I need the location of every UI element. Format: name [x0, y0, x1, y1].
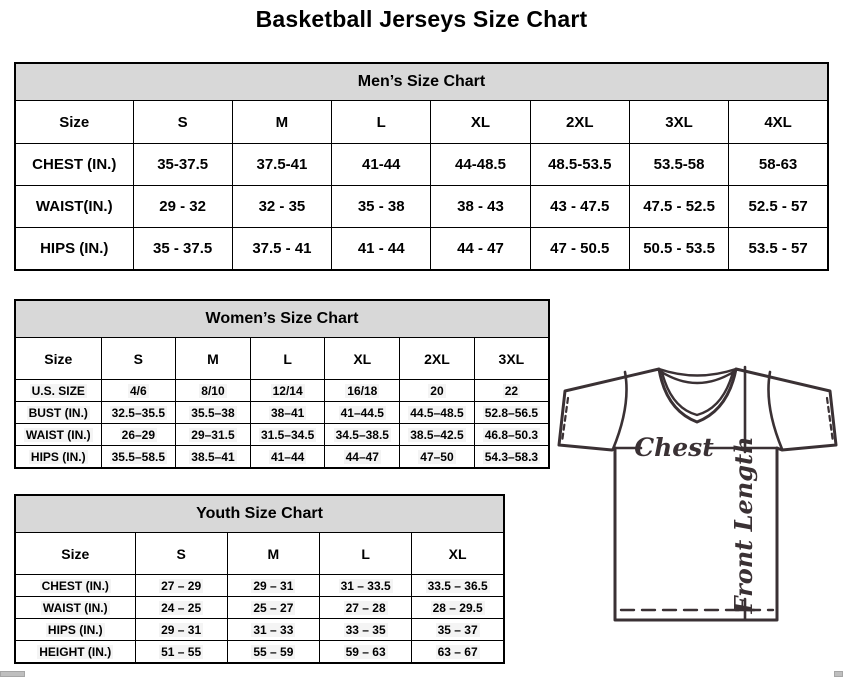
size-range-cell: 27 – 29	[135, 575, 227, 597]
youth-chart-title: Youth Size Chart	[15, 495, 504, 533]
size-range-cell: 34.5–38.5	[325, 424, 400, 446]
youth-hips-row	[15, 619, 504, 641]
size-range-cell: 4/6	[101, 380, 176, 402]
mens-col-header-m: M	[232, 101, 331, 144]
row-label: BUST (IN.)	[15, 402, 101, 424]
size-range-cell: 55 – 59	[227, 641, 319, 664]
size-range-cell: 52.5 - 57	[729, 186, 828, 228]
mens-chest-row	[15, 144, 828, 186]
mens-chart-title: Men’s Size Chart	[15, 63, 828, 101]
womens-size-corner: Size	[15, 338, 101, 380]
womens-col-header-2xl: 2XL	[400, 338, 475, 380]
size-range-cell: 44.5–48.5	[400, 402, 475, 424]
size-range-cell: 35 - 38	[332, 186, 431, 228]
womens-bust-row	[15, 402, 549, 424]
size-range-cell: 29–31.5	[176, 424, 251, 446]
size-range-cell: 46.8–50.3	[474, 424, 549, 446]
youth-col-header-s: S	[135, 533, 227, 575]
size-range-cell: 35.5–38	[176, 402, 251, 424]
size-range-cell: 50.5 - 53.5	[629, 228, 728, 271]
youth-col-header-xl: XL	[412, 533, 504, 575]
size-range-cell: 44-48.5	[431, 144, 530, 186]
size-range-cell: 12/14	[250, 380, 325, 402]
mens-waist-row	[15, 186, 828, 228]
row-label: CHEST (IN.)	[15, 144, 133, 186]
mens-col-header-2xl: 2XL	[530, 101, 629, 144]
size-range-cell: 35-37.5	[133, 144, 232, 186]
size-range-cell: 43 - 47.5	[530, 186, 629, 228]
size-range-cell: 48.5-53.5	[530, 144, 629, 186]
size-range-cell: 8/10	[176, 380, 251, 402]
size-range-cell: 27 – 28	[320, 597, 412, 619]
size-range-cell: 52.8–56.5	[474, 402, 549, 424]
size-range-cell: 25 – 27	[227, 597, 319, 619]
row-label: HEIGHT (IN.)	[15, 641, 135, 664]
size-range-cell: 31.5–34.5	[250, 424, 325, 446]
size-range-cell: 53.5-58	[629, 144, 728, 186]
size-range-cell: 31 – 33	[227, 619, 319, 641]
mens-hips-row	[15, 228, 828, 271]
size-range-cell: 58-63	[729, 144, 828, 186]
mens-col-header-xl: XL	[431, 101, 530, 144]
womens-waist-row	[15, 424, 549, 446]
womens-col-header-3xl: 3XL	[474, 338, 549, 380]
mens-size-corner: Size	[15, 101, 133, 144]
row-label: CHEST (IN.)	[15, 575, 135, 597]
size-range-cell: 41-44	[332, 144, 431, 186]
size-range-cell: 24 – 25	[135, 597, 227, 619]
size-range-cell: 31 – 33.5	[320, 575, 412, 597]
jersey-measurement-diagram	[555, 358, 840, 630]
youth-col-header-m: M	[227, 533, 319, 575]
row-label: HIPS (IN.)	[15, 228, 133, 271]
size-range-cell: 35.5–58.5	[101, 446, 176, 469]
youth-size-chart-table	[14, 494, 505, 664]
row-label: WAIST (IN.)	[15, 424, 101, 446]
size-range-cell: 41 - 44	[332, 228, 431, 271]
size-range-cell: 47 - 50.5	[530, 228, 629, 271]
size-range-cell: 26–29	[101, 424, 176, 446]
mens-col-header-3xl: 3XL	[629, 101, 728, 144]
size-range-cell: 35 – 37	[412, 619, 504, 641]
womens-chart-title: Women’s Size Chart	[15, 300, 549, 338]
chest-label: Chest	[634, 433, 714, 462]
size-range-cell: 38 - 43	[431, 186, 530, 228]
row-label: WAIST(IN.)	[15, 186, 133, 228]
size-range-cell: 22	[474, 380, 549, 402]
size-range-cell: 47.5 - 52.5	[629, 186, 728, 228]
size-range-cell: 16/18	[325, 380, 400, 402]
mens-col-header-4xl: 4XL	[729, 101, 828, 144]
size-range-cell: 47–50	[400, 446, 475, 469]
size-range-cell: 41–44	[250, 446, 325, 469]
size-range-cell: 35 - 37.5	[133, 228, 232, 271]
jersey-outline	[559, 369, 836, 620]
size-range-cell: 63 – 67	[412, 641, 504, 664]
size-range-cell: 28 – 29.5	[412, 597, 504, 619]
size-range-cell: 59 – 63	[320, 641, 412, 664]
collar-arc-outer	[659, 369, 736, 376]
front-length-label: Front Length	[729, 436, 758, 614]
size-range-cell: 37.5 - 41	[232, 228, 331, 271]
size-range-cell: 32 - 35	[232, 186, 331, 228]
scrollbar-fragment-right[interactable]	[834, 671, 843, 677]
size-range-cell: 38.5–41	[176, 446, 251, 469]
row-label: WAIST (IN.)	[15, 597, 135, 619]
size-range-cell: 32.5–35.5	[101, 402, 176, 424]
womens-col-header-m: M	[176, 338, 251, 380]
youth-col-header-l: L	[320, 533, 412, 575]
size-range-cell: 33 – 35	[320, 619, 412, 641]
size-range-cell: 41–44.5	[325, 402, 400, 424]
womens-size-chart-table	[14, 299, 550, 469]
womens-col-header-l: L	[250, 338, 325, 380]
page-title: Basketball Jerseys Size Chart	[255, 6, 588, 32]
mens-col-header-s: S	[133, 101, 232, 144]
size-range-cell: 38.5–42.5	[400, 424, 475, 446]
size-range-cell: 29 – 31	[227, 575, 319, 597]
size-range-cell: 38–41	[250, 402, 325, 424]
size-range-cell: 51 – 55	[135, 641, 227, 664]
mens-size-chart-table	[14, 62, 829, 271]
womens-us-size-row	[15, 380, 549, 402]
womens-hips-row	[15, 446, 549, 469]
size-range-cell: 33.5 – 36.5	[412, 575, 504, 597]
row-label: HIPS (IN.)	[15, 619, 135, 641]
size-range-cell: 20	[400, 380, 475, 402]
size-range-cell: 54.3–58.3	[474, 446, 549, 469]
womens-col-header-s: S	[101, 338, 176, 380]
womens-col-header-xl: XL	[325, 338, 400, 380]
size-range-cell: 29 – 31	[135, 619, 227, 641]
size-range-cell: 44–47	[325, 446, 400, 469]
youth-chest-row	[15, 575, 504, 597]
scrollbar-fragment-left[interactable]	[0, 671, 25, 677]
youth-height-row	[15, 641, 504, 664]
row-label: HIPS (IN.)	[15, 446, 101, 469]
youth-waist-row	[15, 597, 504, 619]
row-label: U.S. SIZE	[15, 380, 101, 402]
youth-size-corner: Size	[15, 533, 135, 575]
size-range-cell: 29 - 32	[133, 186, 232, 228]
size-range-cell: 44 - 47	[431, 228, 530, 271]
size-range-cell: 37.5-41	[232, 144, 331, 186]
mens-col-header-l: L	[332, 101, 431, 144]
size-range-cell: 53.5 - 57	[729, 228, 828, 271]
